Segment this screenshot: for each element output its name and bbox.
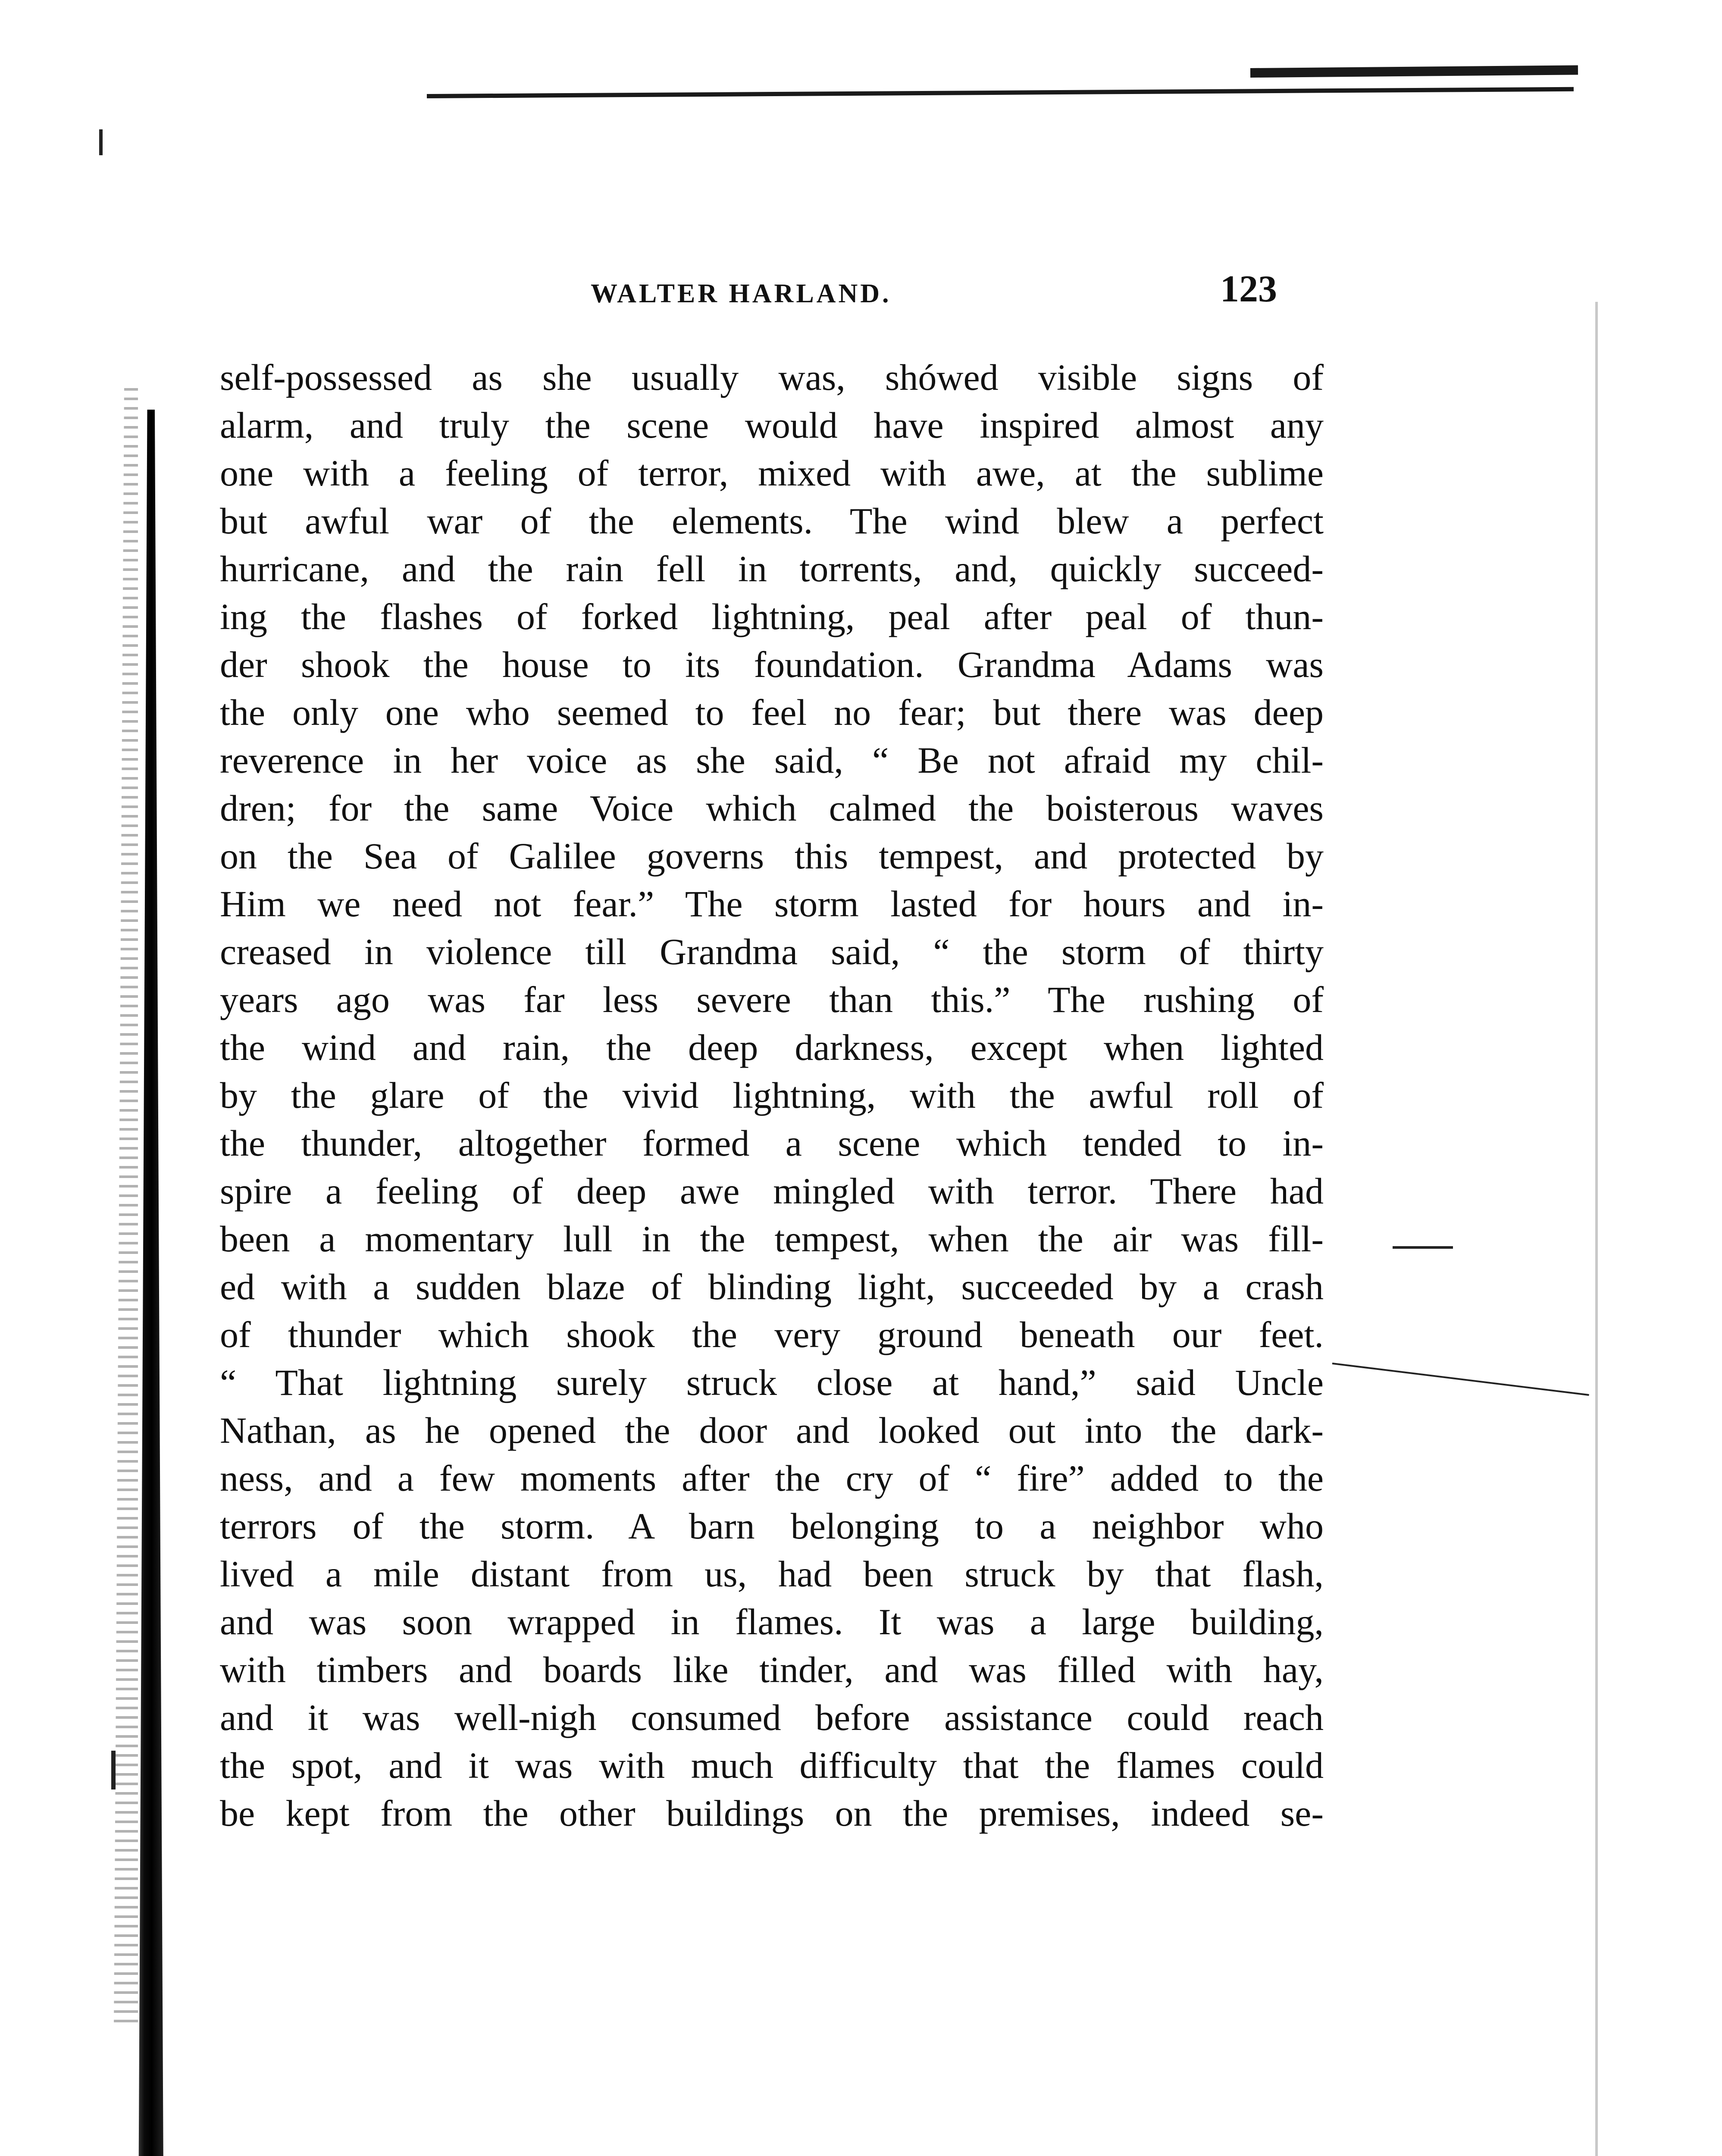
text-line: but awful war of the elements. The wind blew a perfect	[220, 500, 1324, 542]
text-line: ed with a sudden blaze of blinding light, succeeded by a crash	[220, 1266, 1324, 1307]
text-line: Him we need not fear.” The storm lasted for hours and in-	[220, 883, 1324, 924]
text-line: lived a mile distant from us, had been struck by that flash,	[220, 1553, 1324, 1595]
text-line: Nathan, as he opened the door and looked out into the dark-	[220, 1410, 1324, 1451]
text-line: and was soon wrapped in flames. It was a large building,	[220, 1601, 1324, 1642]
margin-mark	[1393, 1246, 1453, 1249]
margin-mark	[99, 129, 103, 155]
text-line: terrors of the storm. A barn belonging to a neighbor who	[220, 1505, 1324, 1547]
text-line: be kept from the other buildings on the premises, indeed se-	[220, 1792, 1324, 1834]
text-line: of thunder which shook the very ground beneath our feet.	[220, 1314, 1324, 1355]
binding-edge	[134, 410, 164, 2156]
text-line: the spot, and it was with much difficulty that the flames could	[220, 1745, 1324, 1786]
page-header	[0, 267, 1722, 319]
text-line: alarm, and truly the scene would have inspired almost any	[220, 404, 1324, 446]
text-line: the thunder, altogether formed a scene which tended to in-	[220, 1122, 1324, 1164]
text-line: one with a feeling of terror, mixed with awe, at the sublime	[220, 452, 1324, 494]
text-line: “ That lightning surely struck close at hand,” said Uncle	[220, 1362, 1324, 1403]
page-number: 123	[1220, 268, 1277, 310]
margin-mark	[1595, 302, 1598, 2156]
text-line: by the glare of the vivid lightning, with the awful roll of	[220, 1075, 1324, 1116]
text-line: der shook the house to its foundation. Grandma Adams was	[220, 644, 1324, 685]
text-line: the wind and rain, the deep darkness, except when lighted	[220, 1027, 1324, 1068]
body-text	[220, 354, 1324, 1906]
text-line: years ago was far less severe than this.” The rushing of	[220, 979, 1324, 1020]
top-rule	[427, 87, 1574, 98]
margin-mark	[111, 1751, 116, 1789]
text-line: the only one who seemed to feel no fear; but there was deep	[220, 692, 1324, 733]
top-rule-thick	[1250, 65, 1578, 78]
text-line: and it was well-nigh consumed before assistance could reach	[220, 1697, 1324, 1738]
text-line: dren; for the same Voice which calmed the boisterous waves	[220, 787, 1324, 829]
binding-speckle	[103, 388, 138, 2027]
margin-mark	[1332, 1363, 1589, 1396]
text-line: hurricane, and the rain fell in torrents, and, quickly succeed-	[220, 548, 1324, 589]
running-head: WALTER HARLAND.	[591, 279, 892, 308]
text-line: on the Sea of Galilee governs this tempest, and protected by	[220, 835, 1324, 877]
text-line: ness, and a few moments after the cry of “ fire” added to the	[220, 1457, 1324, 1499]
text-line: ing the flashes of forked lightning, peal after peal of thun-	[220, 596, 1324, 637]
text-line: self-possessed as she usually was, shówed visible signs of	[220, 357, 1324, 398]
text-line: with timbers and boards like tinder, and was filled with hay,	[220, 1649, 1324, 1690]
text-line: creased in violence till Grandma said, “ the storm of thirty	[220, 931, 1324, 972]
text-line: spire a feeling of deep awe mingled with terror. There had	[220, 1170, 1324, 1212]
text-line: reverence in her voice as she said, “ Be not afraid my chil-	[220, 740, 1324, 781]
text-line: been a momentary lull in the tempest, when the air was fill-	[220, 1218, 1324, 1260]
